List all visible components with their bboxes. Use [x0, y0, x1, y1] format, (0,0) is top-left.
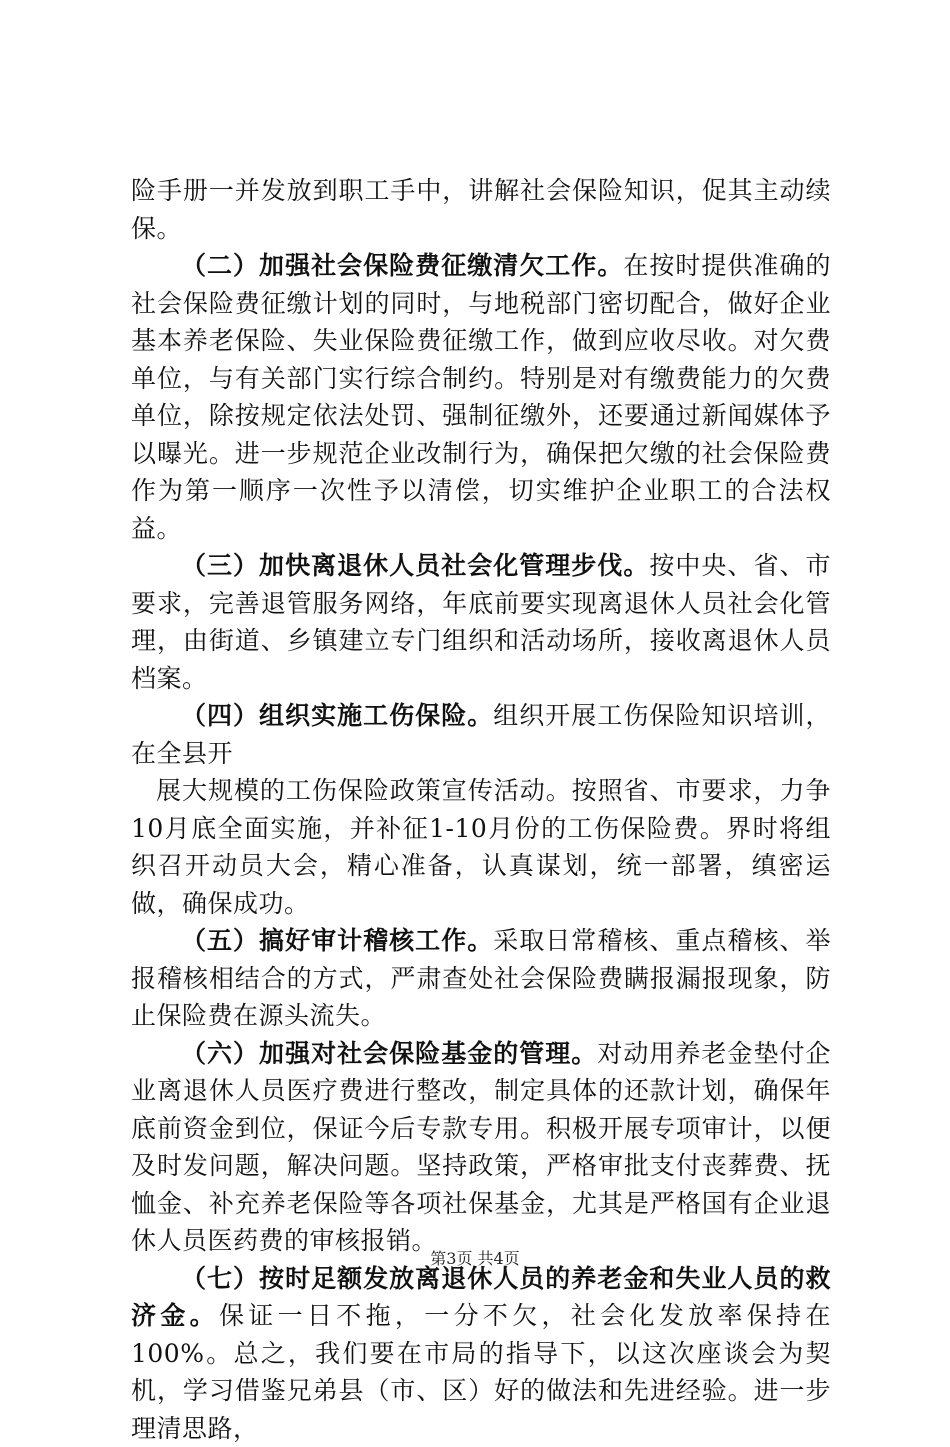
paragraph-section-4 — [131, 697, 831, 772]
paragraph-text: 按中央、省、市要求，完善退管服务网络，年底前要实现离退休人员社会化管理，由街道、乡镇建立专门组织和活动场所，接收离退休人员档案。 — [131, 551, 831, 693]
paragraph-text: 组织开展工伤保险知识培训，在全县开 — [131, 701, 831, 768]
section-heading: （二）加强社会保险费征缴清欠工作。 — [181, 251, 623, 280]
paragraph-section-2 — [131, 247, 831, 547]
paragraph-text: 在按时提供准确的社会保险费征缴计划的同时，与地税部门密切配合，做好企业基本养老保险、失业保险费征缴工作，做到应收尽收。对欠费单位，与有关部门实行综合制约。特别是对有缴费能力的欠费单位，除按规定依法处罚、强制征缴外，还要通过新闻媒体予以曝光。进一步规范企业改制行为，确保把欠缴的社会保险费作为第一顺序一次性予以清偿，切实维护企业职工的合法权益。 — [131, 251, 831, 543]
section-heading: （三）加快离退休人员社会化管理步伐。 — [181, 551, 649, 580]
paragraph-section-7 — [131, 1260, 831, 1447]
section-heading: （七）按时足额发放离退休人员的养老金和失业人员的救济金。 — [131, 1264, 831, 1331]
paragraph-section-4-continued — [131, 772, 831, 922]
paragraph-text: 采取日常稽核、重点稽核、举报稽核相结合的方式，严肃查处社会保险费瞒报漏报现象，防止保险费在源头流失。 — [131, 926, 831, 1030]
section-heading: （五）搞好审计稽核工作。 — [181, 926, 493, 955]
paragraph-text: 展大规模的工伤保险政策宣传活动。按照省、市要求，力争10月底全面实施，并补征1-10月份的工伤保险费。界时将组织召开动员大会，精心准备，认真谋划，统一部署，缜密运做，确保成功。 — [131, 776, 831, 918]
paragraph-section-5 — [131, 922, 831, 1035]
page-number-label: 第3页 共4页 — [430, 1249, 519, 1268]
paragraph-continuation — [131, 172, 831, 247]
paragraph-section-3 — [131, 547, 831, 697]
paragraph-text: 保证一日不拖，一分不欠，社会化发放率保持在100%。总之，我们要在市局的指导下，以这次座谈会为契机，学习借鉴兄弟县（市、区）好的做法和先进经验。进一步理清思路， — [131, 1301, 831, 1443]
paragraph-text: 险手册一并发放到职工手中，讲解社会保险知识，促其主动续保。 — [131, 176, 831, 243]
paragraph-section-6 — [131, 1035, 831, 1260]
section-heading: （四）组织实施工伤保险。 — [181, 701, 493, 730]
section-heading: （六）加强对社会保险基金的管理。 — [181, 1039, 597, 1068]
paragraph-text: 对动用养老金垫付企业离退休人员医疗费进行整改，制定具体的还款计划，确保年底前资金到位，保证今后专款专用。积极开展专项审计，以便及时发问题，解决问题。坚持政策，严格审批支付丧葬费、抚恤金、补充养老保险等各项社保基金，尤其是严格国有企业退休人员医药费的审核报销。 — [131, 1039, 831, 1256]
page-footer — [0, 1246, 950, 1269]
